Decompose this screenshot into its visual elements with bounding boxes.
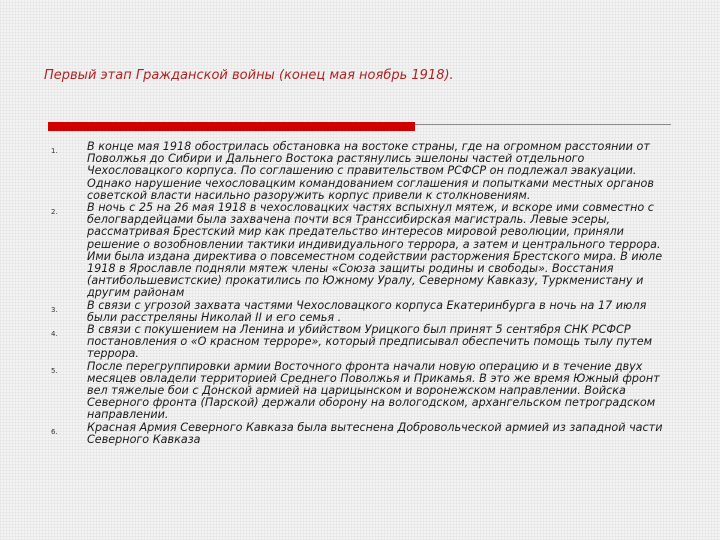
list-item bbox=[36, 300, 676, 324]
list-item bbox=[36, 422, 676, 446]
numbered-list bbox=[36, 141, 676, 446]
slide-title: Первый этап Гражданской войны (конец мая ноябрь 1918). bbox=[44, 68, 454, 83]
list-item-number: 1. bbox=[51, 147, 58, 155]
list-item-text: Красная Армия Северного Кавказа была вытеснена Добровольческой армией из западной части Северного Кавказа bbox=[87, 420, 663, 446]
list-item bbox=[36, 324, 676, 361]
list-item bbox=[36, 202, 676, 300]
list-item-number: 2. bbox=[51, 208, 58, 217]
list-item-text: В конце мая 1918 обострилась обстановка на востоке страны, где на огромном расстоянии от Поволжья до Сибири и Дальнего Востока растянулись эшелоны частей отдельного Чехословацкого корпуса. По соглашению с правительством РСФСР он подлежал эвакуации. Однако нарушение чехословацким командованием соглашения и попытками местных органов советской власти насильно разоружить корпус привели к столкновениям. bbox=[87, 140, 654, 202]
list-item-number: 6. bbox=[51, 427, 58, 436]
list-item bbox=[36, 361, 676, 422]
list-item-number: 4. bbox=[51, 330, 58, 339]
list-item-number: 5. bbox=[51, 366, 58, 375]
list-item-text: В связи с угрозой захвата частями Чехословацкого корпуса Екатеринбурга в ночь на 17 июля были расстреляны Николай II и его семья . bbox=[87, 298, 647, 324]
list-item bbox=[36, 141, 676, 202]
list-item-text: В связи с покушением на Ленина и убийством Урицкого был принят 5 сентября СНК РСФСР постановления о «О красном терроре», который предписывал обеспечить помощь тылу путем террора. bbox=[87, 323, 653, 361]
list-item-number: 3. bbox=[51, 305, 58, 314]
list-item-text: После перегруппировки армии Восточного фронта начали новую операцию и в течение двух месяцев овладели территорией Среднего Поволжья и Прикамья. В это же время Южный фронт вел тяжелые бои с Донской армией на царицынском и воронежском направлении. Войска Северного фронта (Парской) держали оборону на вологодском, архангельском петроградском направлении. bbox=[87, 359, 660, 422]
list-item-text: В ночь с 25 на 26 мая 1918 в чехословацких частях вспыхнул мятеж, и вскоре ими совместно с белогвардейцами была захвачена почти вся Транссибирская магистраль. Левые эсеры, рассматривая Брестский мир как предательство интересов мировой революции, приняли решение о возобновлении тактики индивидуального террора, а затем и центрального террора. Ими была издана директива о повсеместном содействии расторжения Брестского мира. В июле 1918 в Ярославле подняли мятеж члены «Союза защиты родины и свободы». Восстания (антибольшевистские) прокатились по Южному Уралу, Северному Кавказу, Туркменистану и другим районам bbox=[87, 201, 663, 300]
accent-bar bbox=[48, 122, 415, 131]
